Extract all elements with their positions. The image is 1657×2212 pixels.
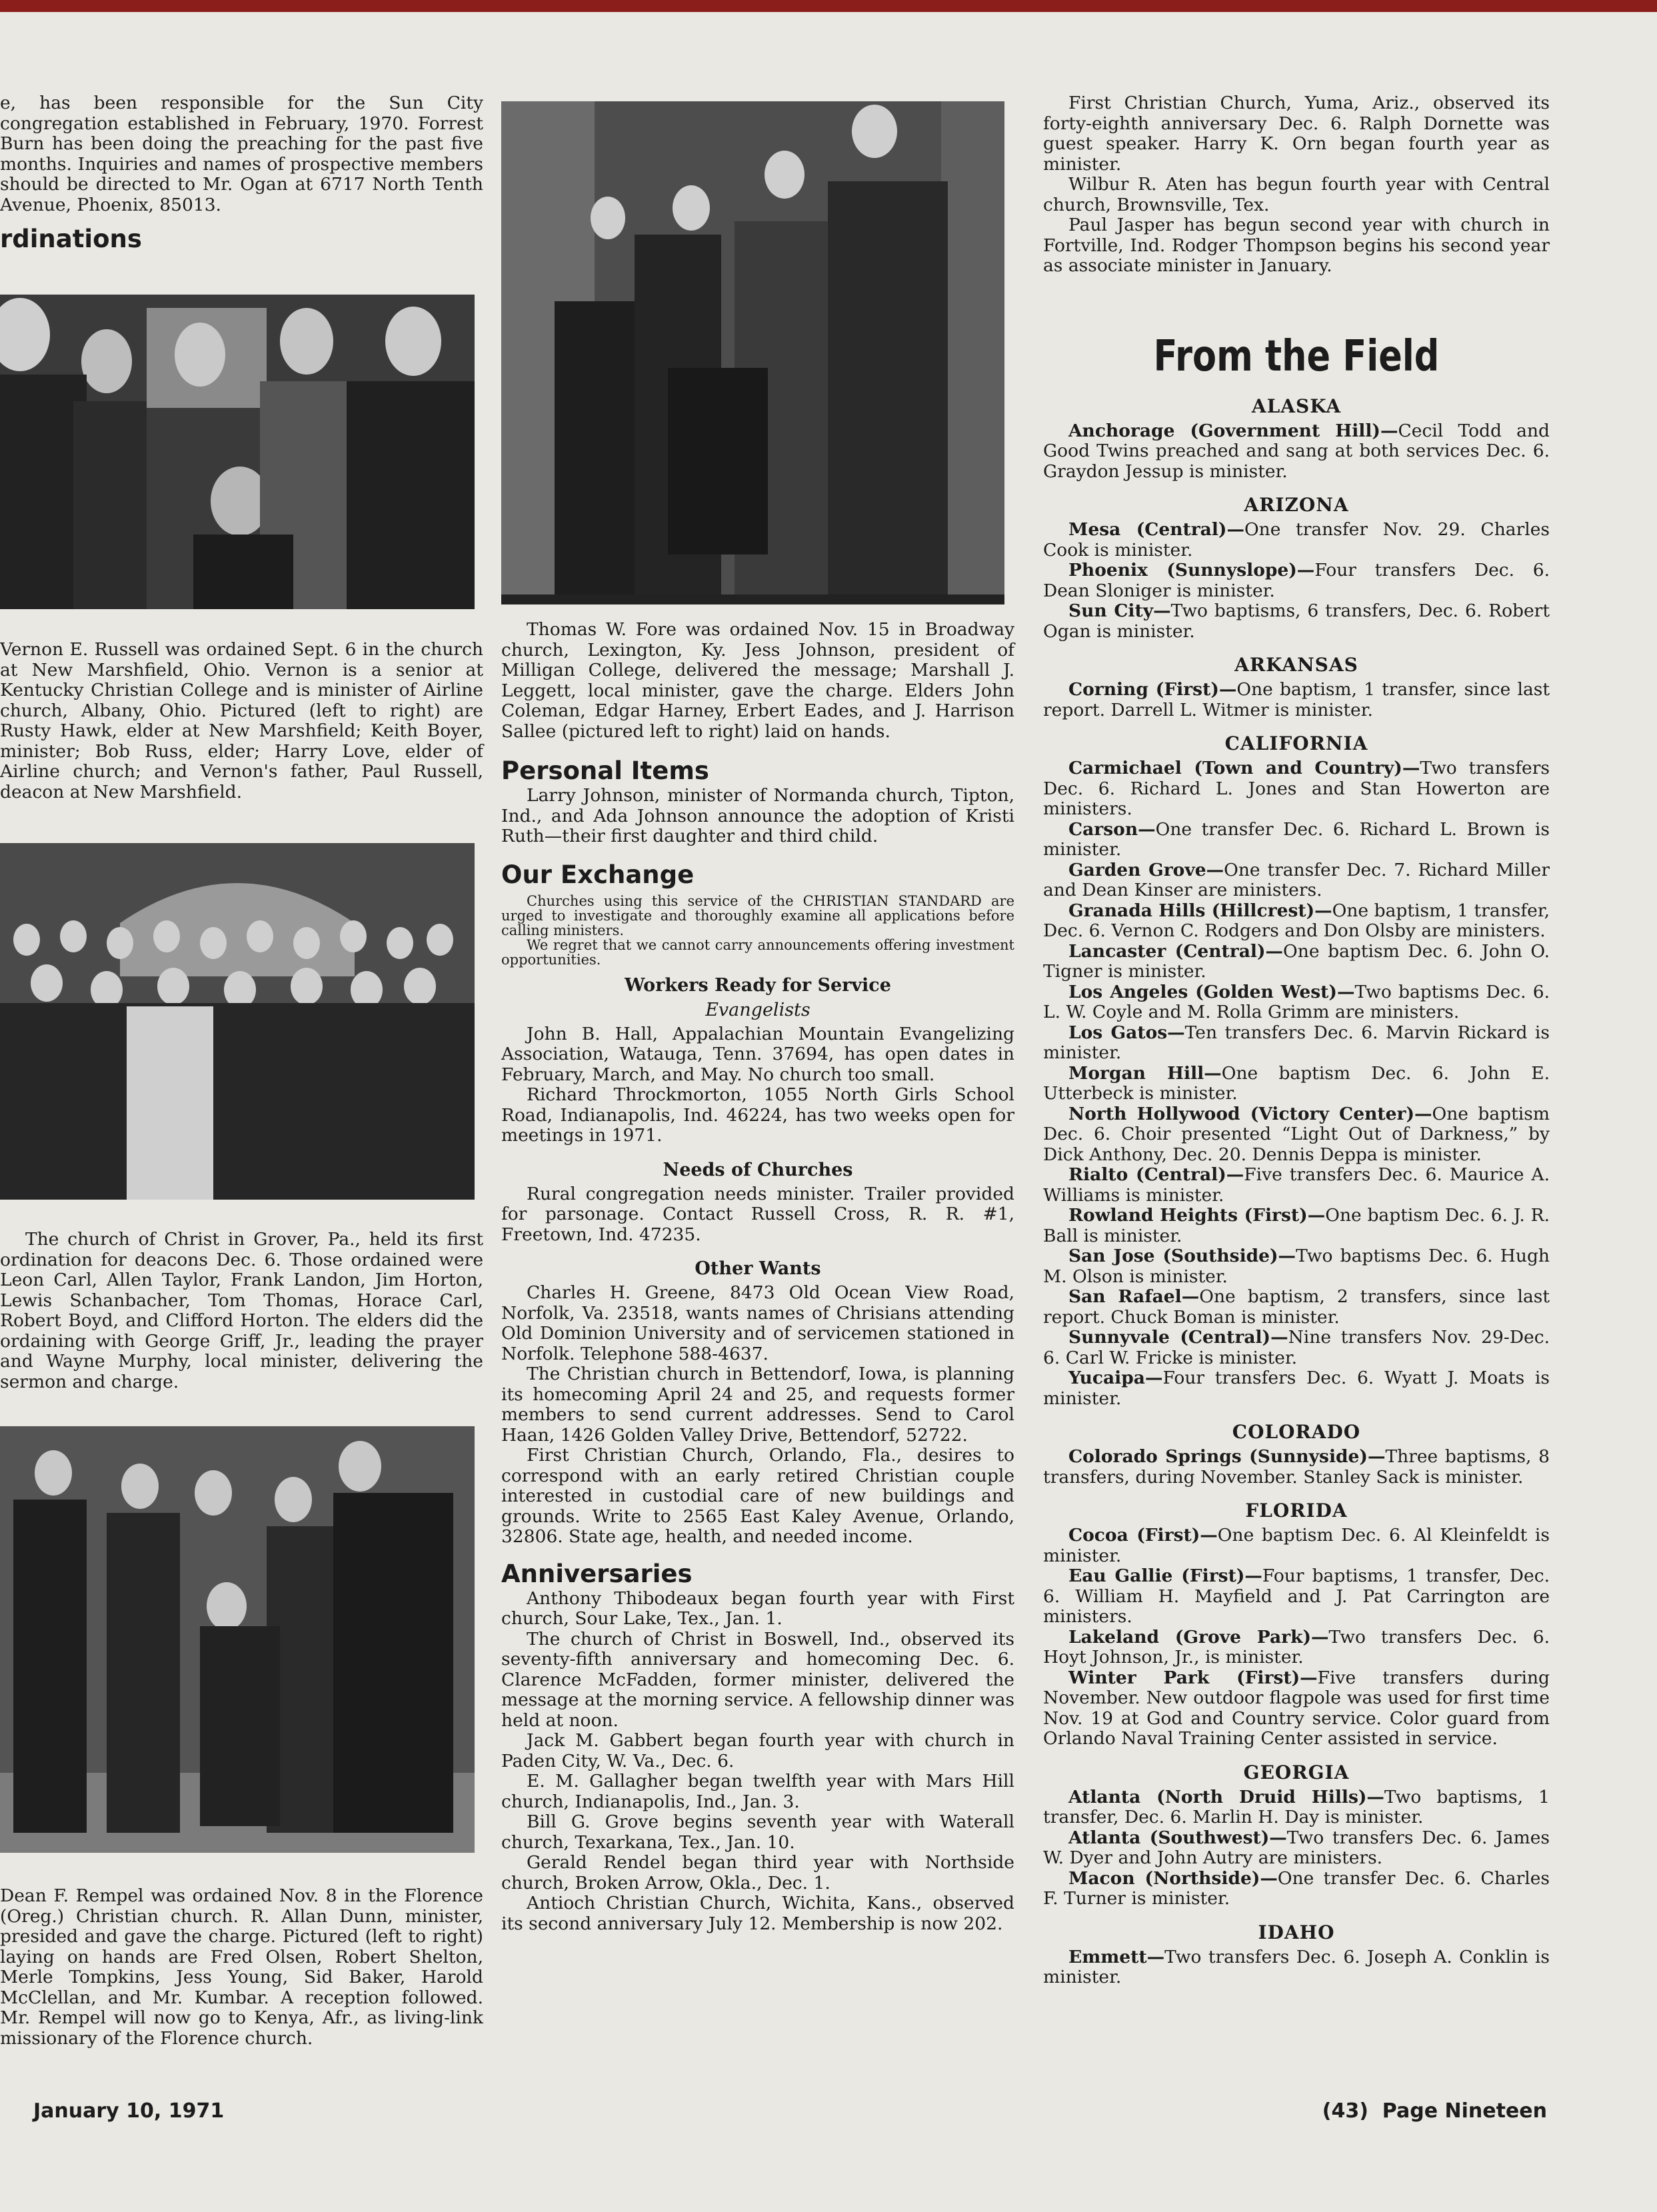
needs-heading: Needs of Churches (663, 1159, 853, 1180)
photo-fore-ordination (501, 101, 1004, 604)
state-heading: CALIFORNIA (1224, 732, 1368, 754)
field-report-item: Emmett—Two transfers Dec. 6. Joseph A. Conklin is minister. (1043, 1946, 1550, 1987)
field-report-item: Atlanta (North Druid Hills)—Two baptisms, 1 transfer, Dec. 6. Marlin H. Day is minister. (1043, 1786, 1550, 1827)
field-report-item: Morgan Hill—One baptism Dec. 6. John E. Utterbeck is minister. (1043, 1062, 1550, 1104)
field-report-item: Colorado Springs (Sunnyside)—Three baptisms, 8 transfers, during November. Stanley Sack is minister. (1043, 1446, 1550, 1488)
photo-russell-ordination (0, 295, 475, 609)
field-report-item: Cocoa (First)—One baptism Dec. 6. Al Kleinfeldt is minister. (1043, 1525, 1550, 1566)
field-report-item: Eau Gallie (First)—Four baptisms, 1 transfer, Dec. 6. William H. Mayfield and J. Pat Carrington are ministers. (1043, 1566, 1550, 1627)
caption-fore: Thomas W. Fore was ordained Nov. 15 in Broadway church, Lexington, Ky. Jess Johnson, president of Milligan College, delivered the message; Marshall J. Leggett, local minister, gave the charge. Elders John Coleman, Edgar Harney, Erbert Eades, and J. Harrison Sallee (pictured left to right) laid on hands. (501, 619, 1014, 742)
ordinations-heading: rdinations (0, 225, 142, 253)
field-report-item: Los Angeles (Golden West)—Two baptisms Dec. 6. L. W. Coyle and M. Rolla Grimm are ministers. (1043, 981, 1550, 1022)
state-heading: ARIZONA (1244, 494, 1349, 516)
field-report-item: Lancaster (Central)—One baptism Dec. 6. John O. Tigner is minister. (1043, 940, 1550, 982)
workers-heading: Workers Ready for Service (625, 974, 891, 996)
anniv-yuma: First Christian Church, Yuma, Ariz., observed its forty-eighth anniversary Dec. 6. Ralph Dornette was guest speaker. Harry K. Orn began fourth year as minister. (1043, 93, 1550, 175)
field-report-item: Garden Grove—One transfer Dec. 7. Richard Miller and Dean Kinser are ministers. (1043, 859, 1550, 900)
ad-throckmorton: Richard Throckmorton, 1055 North Girls School Road, Indianapolis, Ind. 46224, has two weeks open for meetings in 1971. (501, 1084, 1014, 1146)
field-report-item: Sunnyvale (Central)—Nine transfers Nov. 29-Dec. 6. Carl W. Fricke is minister. (1043, 1327, 1550, 1368)
column-right (1043, 93, 1550, 1988)
field-report-item: San Rafael—One baptism, 2 transfers, since last report. Chuck Boman is minister. (1043, 1286, 1550, 1328)
photo-grover-deacons (0, 843, 475, 1200)
field-report-item: Carson—One transfer Dec. 6. Richard L. Brown is minister. (1043, 818, 1550, 860)
sun-city-intro: e, has been responsible for the Sun City congregation established in February, 1970. Forrest Burn has been doing the preaching for the past five months. Inquiries and names of prospective members should be directed to Mr. Ogan at 6717 North Tenth Avenue, Phoenix, 85013. (0, 93, 483, 215)
anniv-grove: Bill G. Grove begins seventh year with Waterall church, Texarkana, Tex., Jan. 10. (501, 1811, 1014, 1853)
state-heading: ARKANSAS (1234, 654, 1358, 676)
anniversaries-heading: Anniversaries (501, 1559, 693, 1588)
personal-items-heading: Personal Items (501, 756, 709, 785)
anniv-thibodeaux: Anthony Thibodeaux began fourth year with First church, Sour Lake, Tex., Jan. 1. (501, 1588, 1014, 1629)
ad-needs: Rural congregation needs minister. Trailer provided for parsonage. Contact Russell Cross, R. R. #1, Freetown, Ind. 47235. (501, 1183, 1014, 1245)
ad-bettendorf: The Christian church in Bettendorf, Iowa, is planning its homecoming April 24 and 25, and requests former members to send current addresses. Send to Carol Haan, 1426 Golden Valley Drive, Bettendorf, 52722. (501, 1364, 1014, 1446)
footer-page-number: (43) Page Nineteen (1322, 2099, 1547, 2123)
photo-rempel-ordination (0, 1426, 475, 1853)
anniv-antioch: Antioch Christian Church, Wichita, Kans., observed its second anniversary July 12. Membership is now 202. (501, 1893, 1014, 1934)
field-report-item: Atlanta (Southwest)—Two transfers Dec. 6. James W. Dyer and John Autry are ministers. (1043, 1827, 1550, 1868)
anniv-boswell: The church of Christ in Boswell, Ind., observed its seventy-fifth anniversary and homecoming Dec. 6. Clarence McFadden, former minister, delivered the message at the morning service. A fellowship dinner was held at noon. (501, 1628, 1014, 1731)
anniv-aten: Wilbur R. Aten has begun fourth year with Central church, Brownsville, Tex. (1043, 174, 1550, 215)
ad-orlando: First Christian Church, Orlando, Fla., desires to correspond with an early retired Christian couple interested in custodial care of new buildings and grounds. Write to 2565 East Kaley Avenue, Orlando, 32806. State age, health, and needed income. (501, 1445, 1014, 1547)
field-report-item: Mesa (Central)—One transfer Nov. 29. Charles Cook is minister. (1043, 519, 1550, 560)
state-heading: FLORIDA (1245, 1500, 1348, 1522)
other-wants-heading: Other Wants (695, 1258, 821, 1279)
field-report-item: San Jose (Southside)—Two baptisms Dec. 6. Hugh M. Olson is minister. (1043, 1246, 1550, 1287)
field-report-item: Los Gatos—Ten transfers Dec. 6. Marvin Rickard is minister. (1043, 1022, 1550, 1063)
field-report-item: Sun City—Two baptisms, 6 transfers, Dec. 6. Robert Ogan is minister. (1043, 600, 1550, 642)
state-heading: COLORADO (1232, 1421, 1361, 1443)
field-report-item: Phoenix (Sunnyslope)—Four transfers Dec. 6. Dean Sloniger is minister. (1043, 560, 1550, 601)
field-report-item: Winter Park (First)—Five transfers during November. New outdoor flagpole was used for first time Nov. 19 at God and Country service. Color guard from Orlando Naval Training Center assisted in service. (1043, 1667, 1550, 1749)
anniv-gabbert: Jack M. Gabbert began fourth year with church in Paden City, W. Va., Dec. 6. (501, 1730, 1014, 1771)
ad-hall: John B. Hall, Appalachian Mountain Evangelizing Association, Watauga, Tenn. 37694, has open dates in February, March, and May. No church too small. (501, 1023, 1014, 1085)
state-heading: IDAHO (1258, 1921, 1335, 1943)
field-report-item: Granada Hills (Hillcrest)—One baptism, 1 transfer, Dec. 6. Vernon C. Rodgers and Don Olsby are ministers. (1043, 900, 1550, 941)
evangelists-heading: Evangelists (705, 999, 811, 1020)
field-report-item: Macon (Northside)—One transfer Dec. 6. Charles F. Turner is minister. (1043, 1867, 1550, 1909)
our-exchange-heading: Our Exchange (501, 860, 695, 889)
caption-rempel: Dean F. Rempel was ordained Nov. 8 in the Florence (Oreg.) Christian church. R. Allan Dunn, minister, presided and gave the charge. Pictured (left to right) laying on hands are Fred Olsen, Robert Shelton, Merle Tompkins, Jess Young, Sid Baker, Harold McClellan, and Mr. Kumbar. A reception followed. Mr. Rempel will now go to Kenya, Afr., as living-link missionary of the Florence church. (0, 1885, 483, 2049)
field-report-item: Lakeland (Grove Park)—Two transfers Dec. 6. Hoyt Johnson, Jr., is minister. (1043, 1626, 1550, 1667)
anniv-gallagher: E. M. Gallagher began twelfth year with Mars Hill church, Indianapolis, Ind., Jan. 3. (501, 1771, 1014, 1812)
exchange-notice-2: We regret that we cannot carry announcements offering investment opportunities. (501, 936, 1014, 968)
column-middle (501, 620, 1014, 1934)
from-the-field-title: From the Field (1153, 331, 1440, 381)
field-report-item: Corning (First)—One baptism, 1 transfer, since last report. Darrell L. Witmer is minister. (1043, 679, 1550, 720)
state-heading: ALASKA (1251, 395, 1342, 417)
footer-date: January 10, 1971 (33, 2099, 225, 2123)
field-report-item: Anchorage (Government Hill)—Cecil Todd and Good Twins preached and sang at both services Dec. 6. Graydon Jessup is minister. (1043, 420, 1550, 482)
field-report-item: Rialto (Central)—Five transfers Dec. 6. Maurice A. Williams is minister. (1043, 1164, 1550, 1206)
ad-greene: Charles H. Greene, 8473 Old Ocean View Road, Norfolk, Va. 23518, wants names of Chrisians attending Old Dominion University and of servicemen stationed in Norfolk. Telephone 588-4637. (501, 1282, 1014, 1364)
exchange-notice: Churches using this service of the CHRISTIAN STANDARD are urged to investigate and thoroughly examine all applications before calling ministers. (501, 892, 1014, 938)
field-reports (1043, 395, 1550, 1988)
anniv-rendel: Gerald Rendel began third year with Northside church, Broken Arrow, Okla., Dec. 1. (501, 1852, 1014, 1893)
caption-grover: The church of Christ in Grover, Pa., held its first ordination for deacons Dec. 6. Those ordained were Leon Carl, Allen Taylor, Frank Landon, Jim Horton, Lewis Schanbacher, Tom Thomas, Horace Carl, Robert Boyd, and Clifford Horton. The elders did the ordaining with George Griff, Jr., leading the prayer and Wayne Murphy, local minister, delivering the sermon and charge. (0, 1229, 483, 1392)
caption-russell: Vernon E. Russell was ordained Sept. 6 in the church at New Marshfield, Ohio. Vernon is a senior at Kentucky Christian College and is minister of Airline church, Albany, Ohio. Pictured (left to right) are Rusty Hawk, elder at New Marshfield; Keith Boyer, minister; Bob Russ, elder; Harry Love, elder of Airline church; and Vernon's father, Paul Russell, deacon at New Marshfield. (0, 639, 483, 802)
column-left (0, 93, 483, 254)
top-edge-bar (0, 0, 1657, 12)
field-report-item: Yucaipa—Four transfers Dec. 6. Wyatt J. Moats is minister. (1043, 1368, 1550, 1409)
state-heading: GEORGIA (1243, 1761, 1350, 1783)
personal-johnson: Larry Johnson, minister of Normanda church, Tipton, Ind., and Ada Johnson announce the adoption of Kristi Ruth—their first daughter and third child. (501, 785, 1014, 846)
field-report-item: Rowland Heights (First)—One baptism Dec. 6. J. R. Ball is minister. (1043, 1205, 1550, 1246)
field-report-item: North Hollywood (Victory Center)—One baptism Dec. 6. Choir presented “Light Out of Darkness,” by Dick Anthony, Dec. 20. Dennis Deppa is minister. (1043, 1103, 1550, 1165)
anniv-jasper: Paul Jasper has begun second year with church in Fortville, Ind. Rodger Thompson begins his second year as associate minister in January. (1043, 215, 1550, 276)
field-report-item: Carmichael (Town and Country)—Two transfers Dec. 6. Richard L. Jones and Stan Howerton are ministers. (1043, 758, 1550, 819)
